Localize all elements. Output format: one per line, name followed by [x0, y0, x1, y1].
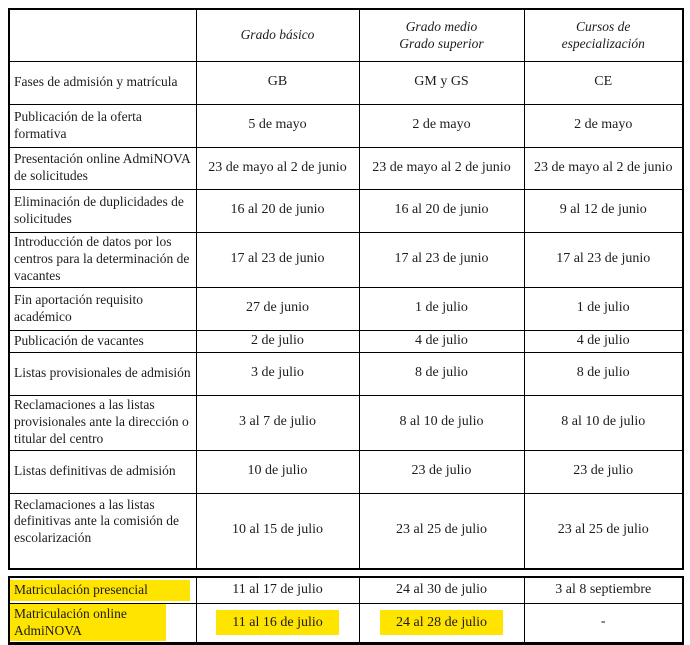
table-row — [9, 352, 683, 395]
date-cell: 4 de julio — [359, 330, 524, 352]
row-label: Reclamaciones a las listas definitivas ante la comisión de escolarización — [9, 493, 196, 569]
date-cell: 8 de julio — [524, 352, 683, 395]
date-cell: 3 de julio — [196, 352, 359, 395]
header-grado-medio-superior — [359, 9, 524, 61]
date-cell: 3 al 8 septiembre — [524, 577, 683, 603]
date-cell: 16 al 20 de junio — [196, 189, 359, 232]
date-cell: 23 al 25 de julio — [524, 493, 683, 569]
row-label: Listas provisionales de admisión — [9, 352, 196, 395]
table-row — [9, 450, 683, 493]
date-cell: 23 de mayo al 2 de junio — [196, 147, 359, 189]
date-cell: 2 de mayo — [524, 104, 683, 147]
date-cell: 9 al 12 de junio — [524, 189, 683, 232]
table-row — [9, 189, 683, 232]
row-label: Publicación de vacantes — [9, 330, 196, 352]
row-label-highlighted — [9, 603, 196, 643]
header-cursos-especializacion — [524, 9, 683, 61]
header-label: Cursos de — [576, 18, 631, 34]
row-label: Presentación online AdmiNOVA de solicitudes — [9, 147, 196, 189]
date-cell: - — [524, 603, 683, 643]
date-cell: 8 al 10 de julio — [359, 395, 524, 450]
date-cell: 1 de julio — [524, 287, 683, 330]
header-label: Grado superior — [399, 36, 484, 52]
row-label: Fases de admisión y matrícula — [9, 61, 196, 104]
date-cell: 10 al 15 de julio — [196, 493, 359, 569]
admission-calendar-table — [8, 8, 684, 570]
row-label-highlighted — [9, 577, 196, 603]
table-row-matriculacion-online — [9, 603, 683, 643]
row-label: Reclamaciones a las listas provisionales ante la dirección o titular del centro — [9, 395, 196, 450]
table-row — [9, 287, 683, 330]
table-row-matriculacion-presencial — [9, 577, 683, 603]
date-cell: 17 al 23 de junio — [524, 232, 683, 287]
table-row — [9, 330, 683, 352]
date-cell: 16 al 20 de junio — [359, 189, 524, 232]
date-cell: CE — [524, 61, 683, 104]
date-cell: 23 de julio — [524, 450, 683, 493]
row-label: Eliminación de duplicidades de solicitudes — [9, 189, 196, 232]
date-cell: 10 de julio — [196, 450, 359, 493]
date-cell: 23 de julio — [359, 450, 524, 493]
row-label: Publicación de la oferta formativa — [9, 104, 196, 147]
date-cell-highlighted — [359, 603, 524, 643]
date-cell: 11 al 17 de julio — [196, 577, 359, 603]
date-cell: 8 al 10 de julio — [524, 395, 683, 450]
table-row — [9, 147, 683, 189]
date-cell: 17 al 23 de junio — [359, 232, 524, 287]
date-cell: 27 de junio — [196, 287, 359, 330]
date-cell: 2 de mayo — [359, 104, 524, 147]
highlight-matriculacion-presencial: Matriculación presencial — [10, 580, 190, 601]
header-label: especialización — [561, 36, 645, 52]
date-cell: 1 de julio — [359, 287, 524, 330]
date-cell: 5 de mayo — [196, 104, 359, 147]
date-cell: GB — [196, 61, 359, 104]
header-label: Grado medio — [405, 18, 478, 34]
header-row — [9, 9, 683, 61]
highlight-matriculacion-online: Matriculación online AdmiNOVA — [10, 604, 166, 641]
header-label: Grado básico — [240, 27, 315, 43]
highlight-date: 24 al 28 de julio — [380, 610, 503, 636]
date-cell: 24 al 30 de julio — [359, 577, 524, 603]
table-row — [9, 104, 683, 147]
date-cell: 2 de julio — [196, 330, 359, 352]
date-cell: 23 de mayo al 2 de junio — [359, 147, 524, 189]
date-cell-highlighted — [196, 603, 359, 643]
header-empty-cell — [9, 9, 196, 61]
table-row — [9, 395, 683, 450]
table-row — [9, 493, 683, 569]
date-cell: 23 al 25 de julio — [359, 493, 524, 569]
row-label: Introducción de datos por los centros para la determinación de vacantes — [9, 232, 196, 287]
row-label: Listas definitivas de admisión — [9, 450, 196, 493]
header-grado-basico — [196, 9, 359, 61]
row-label: Fin aportación requisito académico — [9, 287, 196, 330]
date-cell: GM y GS — [359, 61, 524, 104]
enrollment-table — [8, 576, 684, 645]
date-cell: 8 de julio — [359, 352, 524, 395]
highlight-date: 11 al 16 de julio — [216, 610, 338, 636]
date-cell: 17 al 23 de junio — [196, 232, 359, 287]
date-cell: 3 al 7 de julio — [196, 395, 359, 450]
date-cell: 23 de mayo al 2 de junio — [524, 147, 683, 189]
date-cell: 4 de julio — [524, 330, 683, 352]
table-row — [9, 61, 683, 104]
table-row — [9, 232, 683, 287]
